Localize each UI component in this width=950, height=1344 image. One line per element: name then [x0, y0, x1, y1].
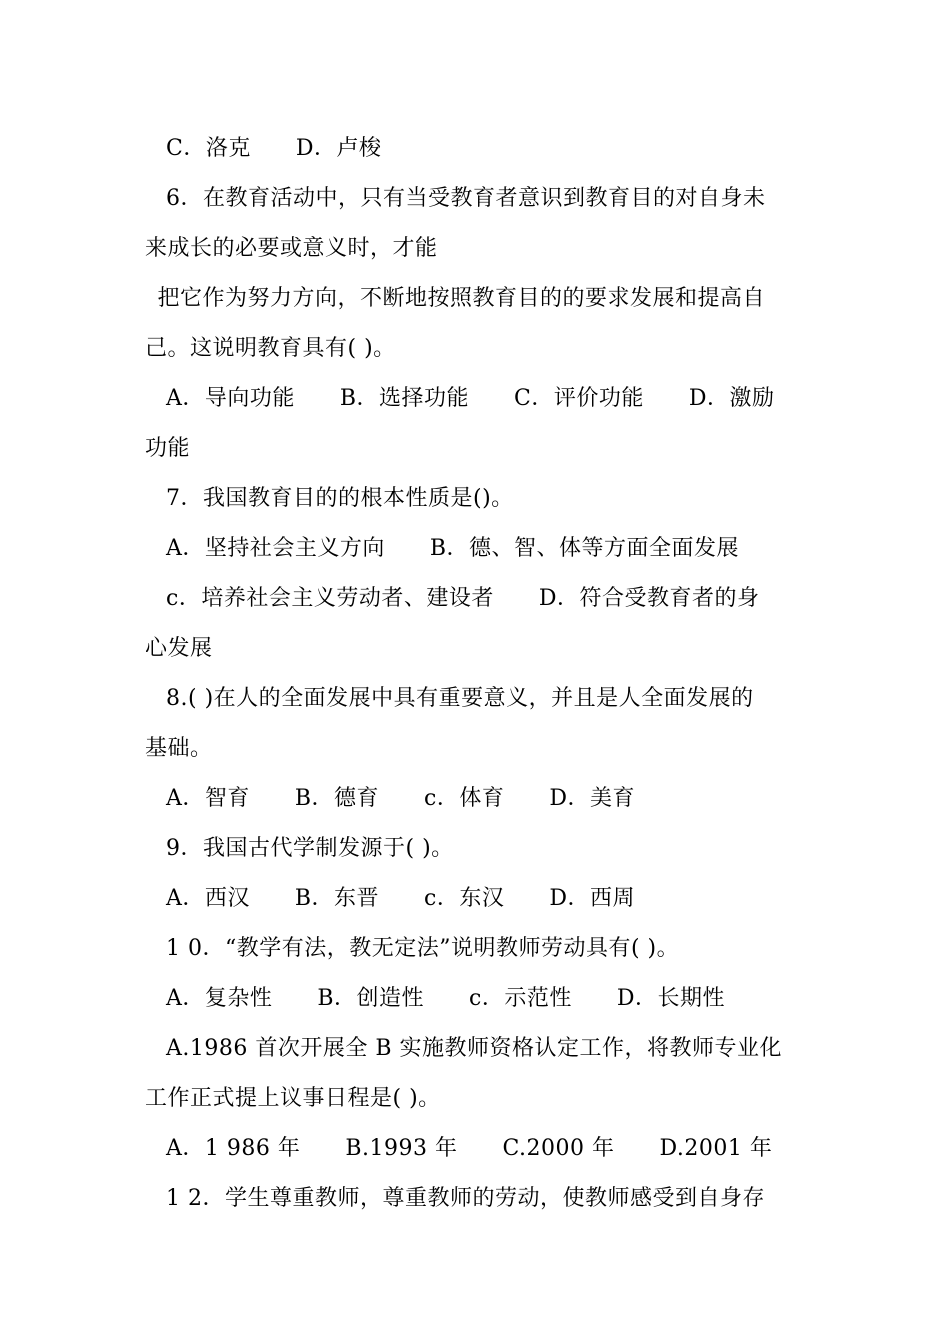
q6-options-line-2: 功能	[145, 436, 191, 461]
q6-stem-line-3: 把它作为努力方向，不断地按照教育目的的要求发展和提高自	[150, 286, 765, 311]
q10-stem-line: 1 0．“教学有法，教无定法”说明教师劳动具有( )。	[166, 936, 680, 961]
q8-stem-line-1: 8.( )在人的全面发展中具有重要意义，并且是人全面发展的	[166, 686, 754, 711]
q11-options-line: A．1 986 年 B.1993 年 C.2000 年 D.2001 年	[166, 1136, 773, 1161]
q12-stem-line: 1 2．学生尊重教师，尊重教师的劳动，使教师感受到自身存	[166, 1186, 765, 1211]
q6-stem-line-2: 来成长的必要或意义时，才能	[145, 236, 438, 261]
q8-stem-line-2: 基础。	[145, 736, 213, 761]
q11-stem-line-2: 工作正式提上议事日程是( )。	[145, 1086, 441, 1111]
q7-options-line-3: 心发展	[145, 636, 213, 661]
q7-options-line-1: A．坚持社会主义方向 B．德、智、体等方面全面发展	[166, 536, 740, 561]
q7-options-line-2: c．培养社会主义劳动者、建设者 D．符合受教育者的身	[166, 586, 760, 611]
q9-stem-line: 9．我国古代学制发源于( )。	[166, 836, 454, 861]
q9-options-line: A．西汉 B．东晋 c．东汉 D．西周	[166, 886, 636, 911]
q5-options-line: C．洛克 D．卢梭	[166, 136, 382, 161]
q10-options-line: A．复杂性 B．创造性 c．示范性 D．长期性	[166, 986, 726, 1011]
q6-stem-line-4: 己。这说明教育具有( )。	[145, 336, 396, 361]
q8-options-line: A．智育 B．德育 c．体育 D．美育	[166, 786, 636, 811]
q7-stem-line: 7．我国教育目的的根本性质是()。	[166, 486, 514, 511]
q11-stem-line-1: A.1986 首次开展全 B 实施教师资格认定工作，将教师专业化	[166, 1036, 783, 1061]
q6-options-line-1: A．导向功能 B．选择功能 C．评价功能 D．激励	[166, 386, 775, 411]
q6-stem-line-1: 6．在教育活动中，只有当受教育者意识到教育目的对自身未	[166, 186, 766, 211]
